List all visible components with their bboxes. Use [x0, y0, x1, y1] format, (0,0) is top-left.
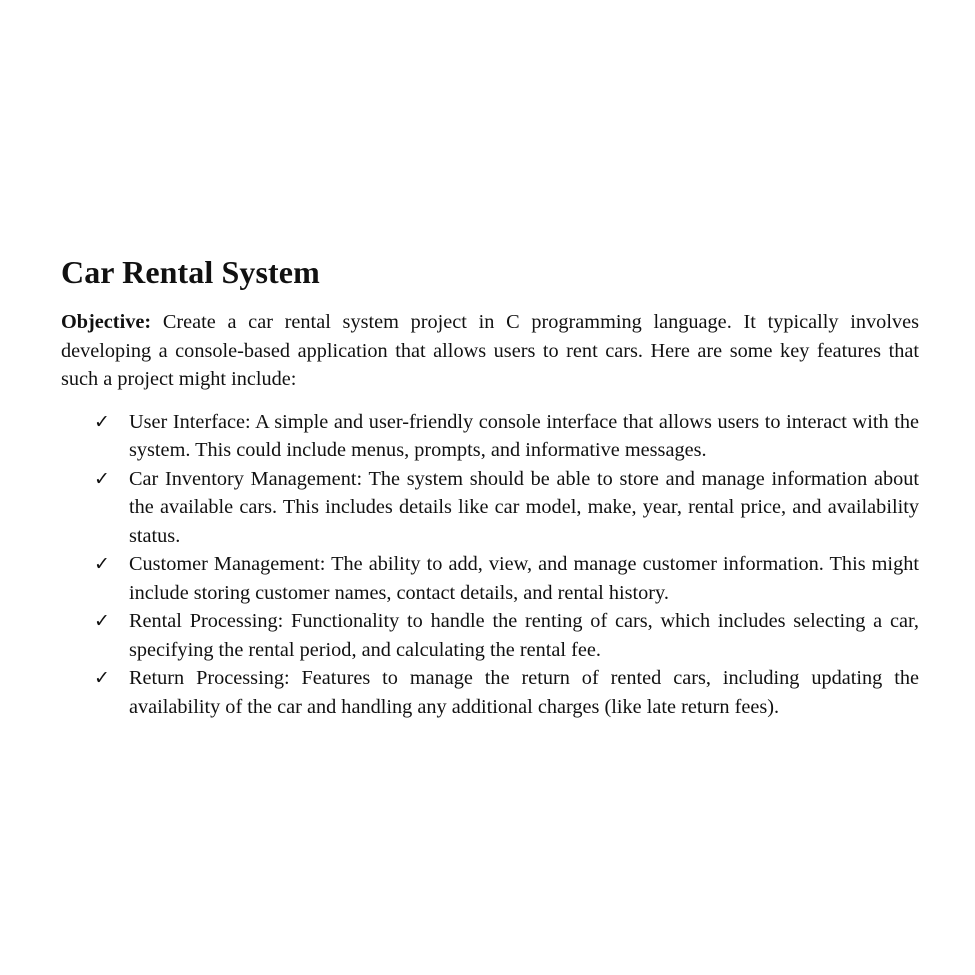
list-item: [94, 408, 919, 465]
feature-text: Rental Processing: Functionality to handle the renting of cars, which includes selecting a car, specifying the rental period, and calculating the rental fee.: [129, 610, 919, 661]
feature-list: [61, 408, 919, 722]
objective-text: Create a car rental system project in C programming language. It typically involves developing a console-based application that allows users to rent cars. Here are some key features that such a project might include:: [61, 311, 919, 390]
checkmark-icon: ✓: [94, 410, 110, 433]
list-item: [94, 550, 919, 607]
list-item: [94, 607, 919, 664]
checkmark-icon: ✓: [94, 667, 110, 689]
feature-text: Return Processing: Features to manage the return of rented cars, including updating the availability of the car and handling any additional charges (like late return fees).: [129, 667, 919, 718]
list-item: [94, 664, 919, 721]
document-body: [61, 252, 919, 721]
objective-label: Objective:: [61, 311, 152, 333]
list-item: [94, 465, 919, 551]
checkmark-icon: ✓: [94, 467, 110, 490]
checkmark-icon: ✓: [94, 553, 110, 575]
feature-text: User Interface: A simple and user-friendly console interface that allows users to interact with the system. This could include menus, prompts, and informative messages.: [129, 410, 919, 461]
feature-text: Customer Management: The ability to add, view, and manage customer information. This might include storing customer names, contact details, and rental history.: [129, 553, 919, 604]
checkmark-icon: ✓: [94, 610, 110, 632]
feature-text: Car Inventory Management: The system should be able to store and manage information about the available cars. This includes details like car model, make, year, rental price, and availability status.: [129, 467, 919, 547]
objective-paragraph: [61, 308, 919, 394]
page-title: Car Rental System: [61, 254, 320, 290]
